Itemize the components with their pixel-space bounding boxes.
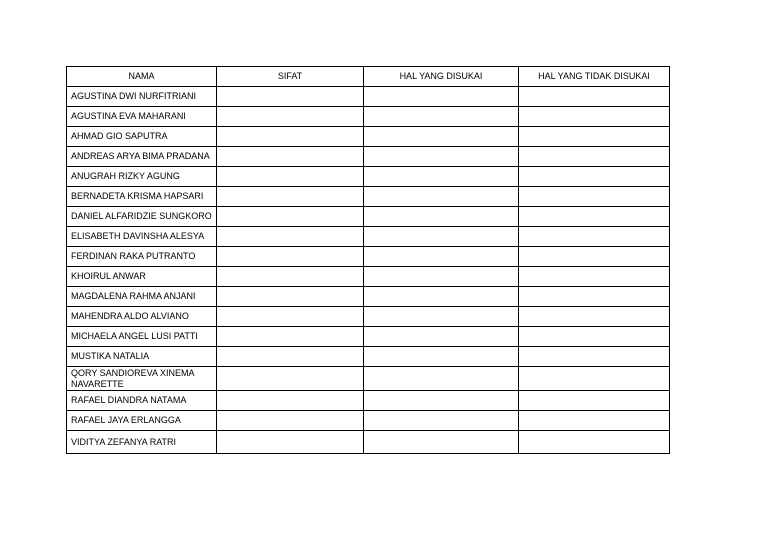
cell-tidak-disukai <box>519 227 670 247</box>
cell-tidak-disukai <box>519 307 670 327</box>
cell-tidak-disukai <box>519 411 670 431</box>
cell-sifat <box>217 127 364 147</box>
table-row <box>67 327 670 347</box>
student-table <box>66 66 670 454</box>
cell-disukai <box>364 167 519 187</box>
cell-disukai <box>364 391 519 411</box>
cell-disukai <box>364 87 519 107</box>
header-tidak-disukai: HAL YANG TIDAK DISUKAI <box>519 67 670 87</box>
table-row <box>67 391 670 411</box>
cell-nama: ANDREAS ARYA BIMA PRADANA <box>67 147 217 167</box>
table-row <box>67 267 670 287</box>
cell-disukai <box>364 127 519 147</box>
cell-sifat <box>217 87 364 107</box>
cell-sifat <box>217 247 364 267</box>
cell-disukai <box>364 247 519 267</box>
cell-nama: MAGDALENA RAHMA ANJANI <box>67 287 217 307</box>
table-row <box>67 127 670 147</box>
cell-sifat <box>217 307 364 327</box>
cell-sifat <box>217 187 364 207</box>
cell-disukai <box>364 107 519 127</box>
cell-disukai <box>364 147 519 167</box>
header-sifat: SIFAT <box>217 67 364 87</box>
cell-tidak-disukai <box>519 167 670 187</box>
cell-sifat <box>217 107 364 127</box>
cell-tidak-disukai <box>519 367 670 391</box>
cell-disukai <box>364 367 519 391</box>
cell-disukai <box>364 431 519 454</box>
cell-nama: FERDINAN RAKA PUTRANTO <box>67 247 217 267</box>
header-nama: NAMA <box>67 67 217 87</box>
cell-nama: ELISABETH DAVINSHA ALESYA <box>67 227 217 247</box>
header-disukai: HAL YANG DISUKAI <box>364 67 519 87</box>
cell-sifat <box>217 391 364 411</box>
cell-nama: DANIEL ALFARIDZIE SUNGKORO <box>67 207 217 227</box>
cell-sifat <box>217 367 364 391</box>
table-row <box>67 147 670 167</box>
cell-sifat <box>217 287 364 307</box>
cell-tidak-disukai <box>519 327 670 347</box>
cell-sifat <box>217 411 364 431</box>
cell-tidak-disukai <box>519 87 670 107</box>
table-row <box>67 307 670 327</box>
cell-tidak-disukai <box>519 127 670 147</box>
cell-nama: BERNADETA KRISMA HAPSARI <box>67 187 217 207</box>
table-row <box>67 167 670 187</box>
cell-tidak-disukai <box>519 347 670 367</box>
cell-sifat <box>217 431 364 454</box>
cell-nama: RAFAEL DIANDRA NATAMA <box>67 391 217 411</box>
cell-sifat <box>217 267 364 287</box>
table-row <box>67 367 670 391</box>
cell-disukai <box>364 187 519 207</box>
cell-tidak-disukai <box>519 287 670 307</box>
cell-nama: MAHENDRA ALDO ALVIANO <box>67 307 217 327</box>
cell-nama: RAFAEL JAYA ERLANGGA <box>67 411 217 431</box>
cell-nama: MUSTIKA NATALIA <box>67 347 217 367</box>
cell-disukai <box>364 307 519 327</box>
cell-nama: QORY SANDIOREVA XINEMA NAVARETTE <box>67 367 217 391</box>
table-row <box>67 187 670 207</box>
cell-nama: AGUSTINA EVA MAHARANI <box>67 107 217 127</box>
cell-sifat <box>217 167 364 187</box>
cell-disukai <box>364 227 519 247</box>
table-row <box>67 207 670 227</box>
cell-nama: MICHAELA ANGEL LUSI PATTI <box>67 327 217 347</box>
cell-disukai <box>364 267 519 287</box>
cell-sifat <box>217 147 364 167</box>
cell-tidak-disukai <box>519 187 670 207</box>
cell-sifat <box>217 327 364 347</box>
cell-tidak-disukai <box>519 391 670 411</box>
cell-disukai <box>364 287 519 307</box>
cell-nama: AGUSTINA DWI NURFITRIANI <box>67 87 217 107</box>
table-body <box>67 87 670 454</box>
cell-nama: VIDITYA ZEFANYA RATRI <box>67 431 217 454</box>
cell-tidak-disukai <box>519 207 670 227</box>
table-row <box>67 287 670 307</box>
table-row <box>67 431 670 454</box>
cell-disukai <box>364 327 519 347</box>
cell-disukai <box>364 411 519 431</box>
cell-sifat <box>217 347 364 367</box>
header-row <box>67 67 670 87</box>
cell-tidak-disukai <box>519 431 670 454</box>
table-row <box>67 227 670 247</box>
cell-sifat <box>217 207 364 227</box>
cell-sifat <box>217 227 364 247</box>
table-row <box>67 107 670 127</box>
cell-tidak-disukai <box>519 147 670 167</box>
cell-tidak-disukai <box>519 267 670 287</box>
table-row <box>67 87 670 107</box>
cell-disukai <box>364 207 519 227</box>
table-row <box>67 347 670 367</box>
cell-nama: ANUGRAH RIZKY AGUNG <box>67 167 217 187</box>
cell-nama: KHOIRUL ANWAR <box>67 267 217 287</box>
table-row <box>67 411 670 431</box>
cell-disukai <box>364 347 519 367</box>
cell-tidak-disukai <box>519 107 670 127</box>
table-row <box>67 247 670 267</box>
cell-nama: AHMAD GIO SAPUTRA <box>67 127 217 147</box>
cell-tidak-disukai <box>519 247 670 267</box>
